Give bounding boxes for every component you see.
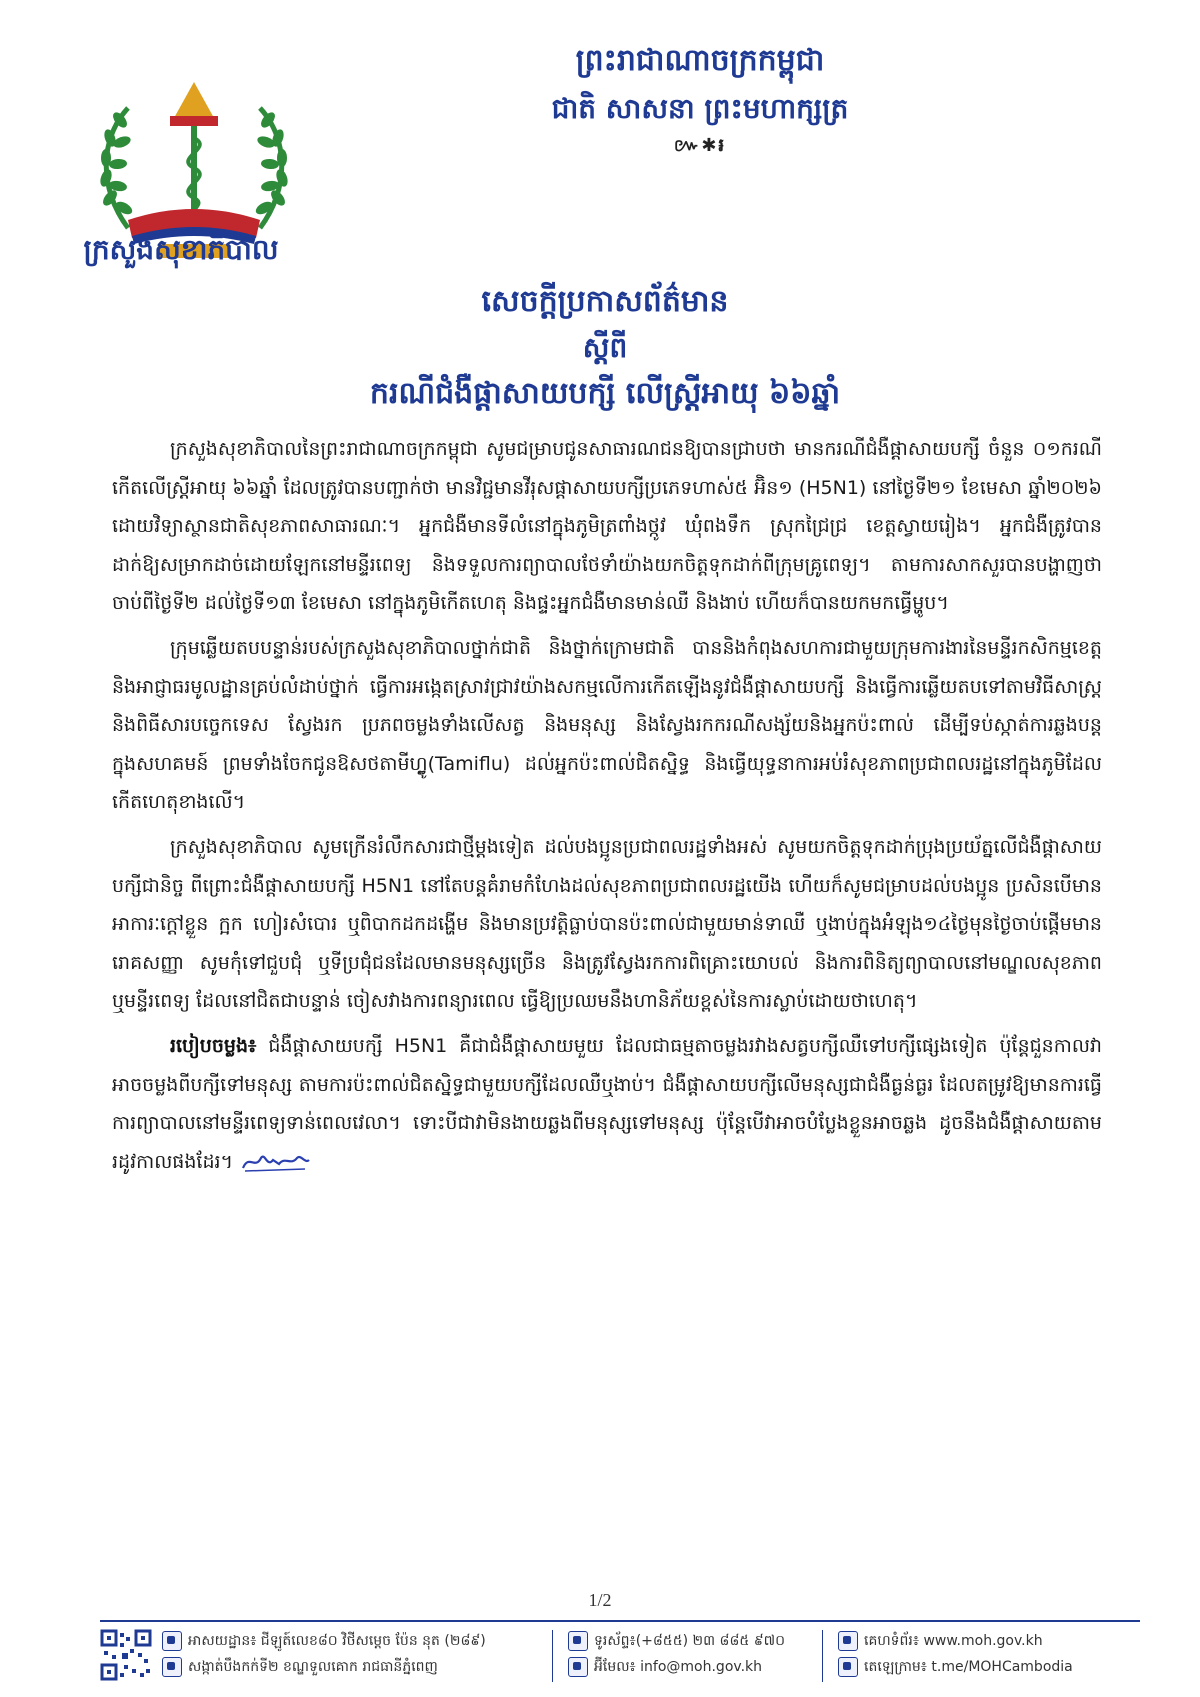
ministry-name: ក្រសួងសុខាភិបាល [83, 233, 279, 266]
national-motto: ជាតិ សាសនា ព្រះមហាក្សត្រ [551, 92, 849, 125]
telegram-link[interactable]: តេឡេក្រាម៖ t.me/MOHCambodia [864, 1659, 1073, 1675]
title-line-2: ស្តីពី [582, 331, 628, 364]
phone-icon [568, 1631, 588, 1651]
ornament-divider: ៚✱៛ [673, 135, 727, 156]
footer-separator [822, 1630, 823, 1682]
footer-online [838, 1628, 1138, 1680]
location-detail-icon [162, 1657, 182, 1677]
address-line-2: សង្កាត់បឹងកក់ទី២ ខណ្ឌទួលគោក រាជធានីភ្នំពេញ [188, 1659, 438, 1675]
title-line-1: សេចក្តីប្រកាសព័ត៌មាន [481, 284, 729, 319]
initials-signature-icon [239, 1150, 313, 1174]
page-number: 1/2 [588, 1590, 612, 1610]
website-icon [838, 1631, 858, 1651]
qr-code-icon [100, 1629, 152, 1681]
address-line-1: អាសយដ្ឋាន៖ ជីឡូត៍លេខ៨០ វិថីសម្តេច ប៉ែន នុត (២៨៩) [188, 1633, 486, 1649]
paragraph-transmission [112, 1027, 1102, 1181]
footer-separator [552, 1630, 553, 1682]
telegram-icon [838, 1657, 858, 1677]
footer-contact [568, 1628, 818, 1680]
kingdom-motto-header [420, 36, 980, 160]
footer-divider [100, 1620, 1140, 1622]
phone-number: ទូរស័ព្ទ៖(+៨៥៥) ២៣ ៨៨៥ ៩៧០ [594, 1633, 786, 1649]
paragraph-case-report: ក្រសួងសុខាភិបាលនៃព្រះរាជាណាចក្រកម្ពុជា សូមជម្រាបជូនសាធារណជនឱ្យបានជ្រាបថា មានករណីជំងឺផ្តាសាយបក្សី ចំនួន ០១ករណី កើតលើស្ត្រីអាយុ ៦៦ឆ្នាំ ដែលត្រូវបានបញ្ជាក់ថា មានវិជ្ជមានវីរុសផ្តាសាយបក្សីប្រភេទហាស់៥ អ៊ិន១ (H5N1) នៅថ្ងៃទី២១ ខែមេសា ឆ្នាំ២០២៦ ដោយវិទ្យាស្ថានជាតិសុខភាពសាធារណៈ។ អ្នកជំងឺមានទីលំនៅក្នុងភូមិត្រពាំងថ្កូវ ឃុំពងទឹក ស្រុកជ្រៃជ្រ ខេត្តស្វាយរៀង។ អ្នកជំងឺត្រូវបានដាក់ឱ្យសម្រាកដាច់ដោយឡែកនៅមន្ទីរពេទ្យ និងទទួលការព្យាបាលថែទាំយ៉ាងយកចិត្តទុកដាក់ពីក្រុមគ្រូពេទ្យ។ តាមការសាកសួរបានបង្ហាញថា ចាប់ពីថ្ងៃទី២ ដល់ថ្ងៃទី១៣ ខែមេសា នៅក្នុងភូមិកើតហេតុ និងផ្ទះអ្នកជំងឺមានមាន់ឈឺ និងងាប់ ហើយក៏បានយកមកធ្វើម្ហូប។ [112, 438, 1102, 615]
footer-address [162, 1628, 552, 1680]
email-address[interactable]: អ៊ីមែល៖ info@moh.gov.kh [594, 1659, 763, 1675]
transmission-label: របៀបចម្លង៖ [170, 1034, 257, 1057]
announcement-body [112, 430, 1102, 1187]
transmission-text: ជំងឺផ្តាសាយបក្សី H5N1 គឺជាជំងឺផ្តាសាយមួយ ដែលជាធម្មតាចម្លងរវាងសត្វបក្សីឈឺទៅបក្សីផ្សេងទៀត ប៉ុន្តែជួនកាលវាអាចចម្លងពីបក្សីទៅមនុស្ស តាមការប៉ះពាល់ជិតស្និទ្ធជាមួយបក្សីដែលឈឺឬងាប់។ ជំងឺផ្តាសាយបក្សីលើមនុស្សជាជំងឺធ្ងន់ធ្ងរ ដែលតម្រូវឱ្យមានការធ្វើការព្យាបាលនៅមន្ទីរពេទ្យទាន់ពេលវេលា។ ទោះបីជាវាមិនងាយឆ្លងពីមនុស្សទៅមនុស្ស ប៉ុន្តែបើវាអាចបំប្លែងខ្លួនអាចឆ្លង ដូចនឹងជំងឺផ្តាសាយតាមរដូវកាលផងដែរ។ [112, 1034, 1102, 1173]
website-link[interactable]: គេហទំព័រ៖ www.moh.gov.kh [864, 1633, 1043, 1649]
location-icon [162, 1631, 182, 1651]
paragraph-advice: ក្រសួងសុខាភិបាល សូមក្រើនរំលឹកសារជាថ្មីម្តងទៀត ដល់បងប្អូនប្រជាពលរដ្ឋទាំងអស់ សូមយកចិត្តទុកដាក់ប្រុងប្រយ័ត្នលើជំងឺផ្តាសាយបក្សីជានិច្ច ពីព្រោះជំងឺផ្តាសាយបក្សី H5N1 នៅតែបន្តគំរាមកំហែងដល់សុខភាពប្រជាពលរដ្ឋយើង ហើយក៏សូមជម្រាបដល់បងប្អូន ប្រសិនបើមានអាការៈក្តៅខ្លួន ក្អក ហៀរសំបោរ ឬពិបាកដកដង្ហើម និងមានប្រវត្តិធ្លាប់បានប៉ះពាល់ជាមួយមាន់ទាឈឺ ឬងាប់ក្នុងអំឡុង១៤ថ្ងៃមុនថ្ងៃចាប់ផ្តើមមានរោគសញ្ញា សូមកុំទៅជួបជុំ ឬទីប្រជុំជនដែលមានមនុស្សច្រើន និងត្រូវស្វែងរកការពិគ្រោះយោបល់ និងការពិនិត្យព្យាបាលនៅមណ្ឌលសុខភាព ឬមន្ទីរពេទ្យ ដែលនៅជិតជាបន្ទាន់ ចៀសវាងការពន្យារពេល ធ្វើឱ្យប្រឈមនឹងហានិភ័យខ្ពស់នៃការស្លាប់ដោយថាហេតុ។ [112, 835, 1102, 1013]
kingdom-name: ព្រះរាជាណាចក្រកម្ពុជា [575, 43, 825, 78]
paragraph-response: ក្រុមឆ្លើយតបបន្ទាន់របស់ក្រសួងសុខាភិបាលថ្នាក់ជាតិ និងថ្នាក់ក្រោមជាតិ បាននិងកំពុងសហការជាមួយក្រុមការងារនៃមន្ទីរកសិកម្មខេត្ត និងអាជ្ញាធរមូលដ្ឋានគ្រប់លំដាប់ថ្នាក់ ធ្វើការអង្កេតស្រាវជ្រាវយ៉ាងសកម្មលើការកើតឡើងនូវជំងឺផ្តាសាយបក្សី និងធ្វើការឆ្លើយតបទៅតាមវិធីសាស្ត្រ និងពិធីសារបច្ចេកទេស ស្វែងរក ប្រភពចម្លងទាំងលើសត្វ និងមនុស្ស និងស្វែងរកករណីសង្ស័យនិងអ្នកប៉ះពាល់ ដើម្បីទប់ស្កាត់ការឆ្លងបន្តក្នុងសហគមន៍ ព្រមទាំងចែកជូនឱសថតាមីហ្វ្លូ(Tamiflu) ដល់អ្នកប៉ះពាល់ជិតស្និទ្ធ និងធ្វើយុទ្ធនាការអប់រំសុខភាពប្រជាពលរដ្ឋនៅក្នុងភូមិដែលកើតហេតុខាងលើ។ [112, 636, 1102, 814]
email-icon [568, 1657, 588, 1677]
announcement-title [180, 278, 1030, 418]
title-line-3: ករណីជំងឺផ្តាសាយបក្សី លើស្ត្រីអាយុ ៦៦ឆ្នាំ [369, 376, 841, 411]
